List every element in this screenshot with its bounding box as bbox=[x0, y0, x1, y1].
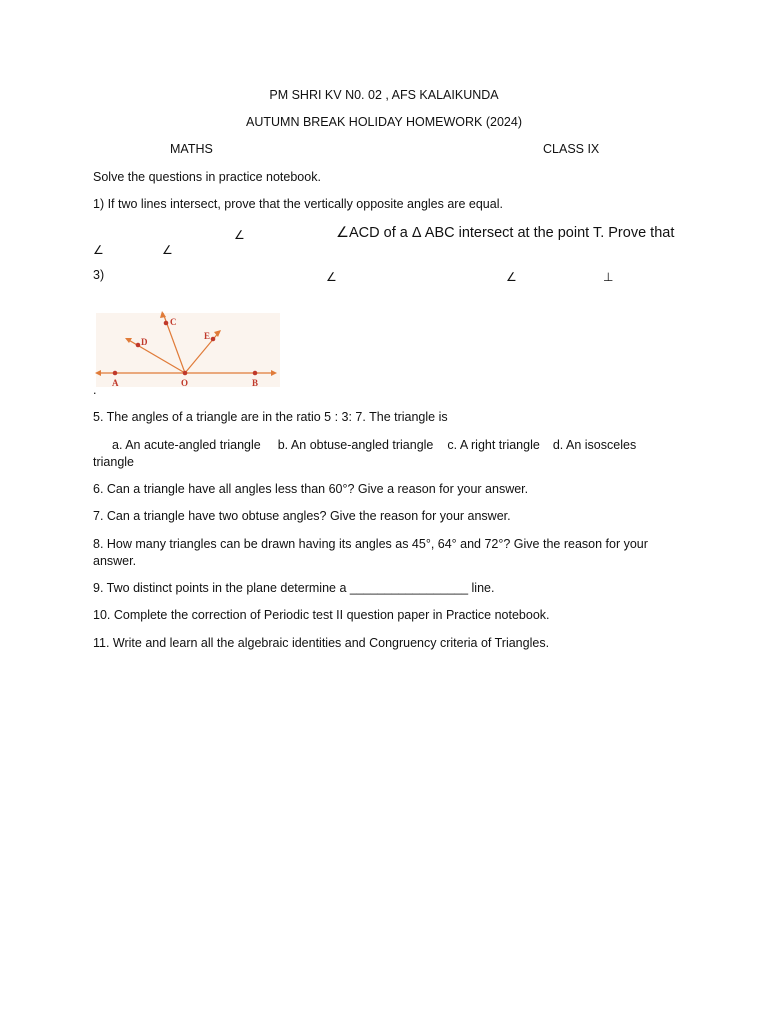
label-e: E bbox=[204, 331, 211, 341]
option-d: d. An isosceles bbox=[552, 438, 637, 452]
subject-label: MATHS bbox=[170, 142, 213, 156]
label-b: B bbox=[252, 378, 259, 388]
angle-symbol: ∠ bbox=[162, 243, 173, 257]
question-11: 11. Write and learn all the algebraic identities and Congruency criteria of Triangles. bbox=[93, 636, 550, 650]
question-3-label: 3) bbox=[93, 268, 105, 282]
question-6: 6. Can a triangle have all angles less than 60°? Give a reason for your answer. bbox=[93, 482, 529, 496]
question-5: 5. The angles of a triangle are in the ratio 5 : 3: 7. The triangle is bbox=[93, 410, 448, 424]
question-8: 8. How many triangles can be drawn having its angles as 45°, 64° and 72°? Give the reason for your answer. bbox=[93, 537, 648, 568]
point-c bbox=[164, 321, 169, 326]
point-o bbox=[183, 371, 188, 376]
option-d-continued: triangle bbox=[93, 455, 134, 469]
option-a: a. An acute-angled triangle bbox=[112, 438, 261, 452]
angle-symbol: ∠ bbox=[506, 270, 517, 284]
question-1: 1) If two lines intersect, prove that the vertically opposite angles are equal. bbox=[93, 197, 503, 211]
question-9: 9. Two distinct points in the plane determine a _________________ line. bbox=[93, 581, 495, 595]
angle-symbol: ∠ bbox=[326, 270, 337, 284]
label-c: C bbox=[170, 317, 177, 327]
point-d bbox=[136, 343, 141, 348]
class-label: CLASS IX bbox=[543, 142, 600, 156]
point-a bbox=[113, 371, 118, 376]
question-5-options bbox=[93, 437, 673, 471]
point-b bbox=[253, 371, 258, 376]
question-7: 7. Can a triangle have two obtuse angles? Give the reason for your answer. bbox=[93, 509, 511, 523]
label-d: D bbox=[141, 337, 148, 347]
label-a: A bbox=[112, 378, 119, 388]
diagram-background bbox=[96, 313, 280, 387]
option-c: c. A right triangle bbox=[447, 438, 540, 452]
school-name: PM SHRI KV N0. 02 , AFS KALAIKUNDA bbox=[269, 88, 499, 102]
perpendicular-symbol: ⊥ bbox=[603, 270, 614, 284]
homework-title: AUTUMN BREAK HOLIDAY HOMEWORK (2024) bbox=[246, 115, 522, 129]
option-b: b. An obtuse-angled triangle bbox=[277, 438, 434, 452]
point-e bbox=[211, 337, 216, 342]
instruction-text: Solve the questions in practice notebook. bbox=[93, 170, 321, 184]
question-4-marker: . bbox=[93, 383, 97, 397]
angle-symbol: ∠ bbox=[93, 243, 104, 257]
angle-diagram bbox=[93, 311, 283, 391]
label-o: O bbox=[181, 378, 189, 388]
question-10: 10. Complete the correction of Periodic test II question paper in Practice notebook. bbox=[93, 608, 550, 622]
angle-symbol: ∠ bbox=[234, 228, 245, 242]
question-2-text: ∠ACD of a Δ ABC intersect at the point T. Prove that bbox=[336, 225, 675, 241]
